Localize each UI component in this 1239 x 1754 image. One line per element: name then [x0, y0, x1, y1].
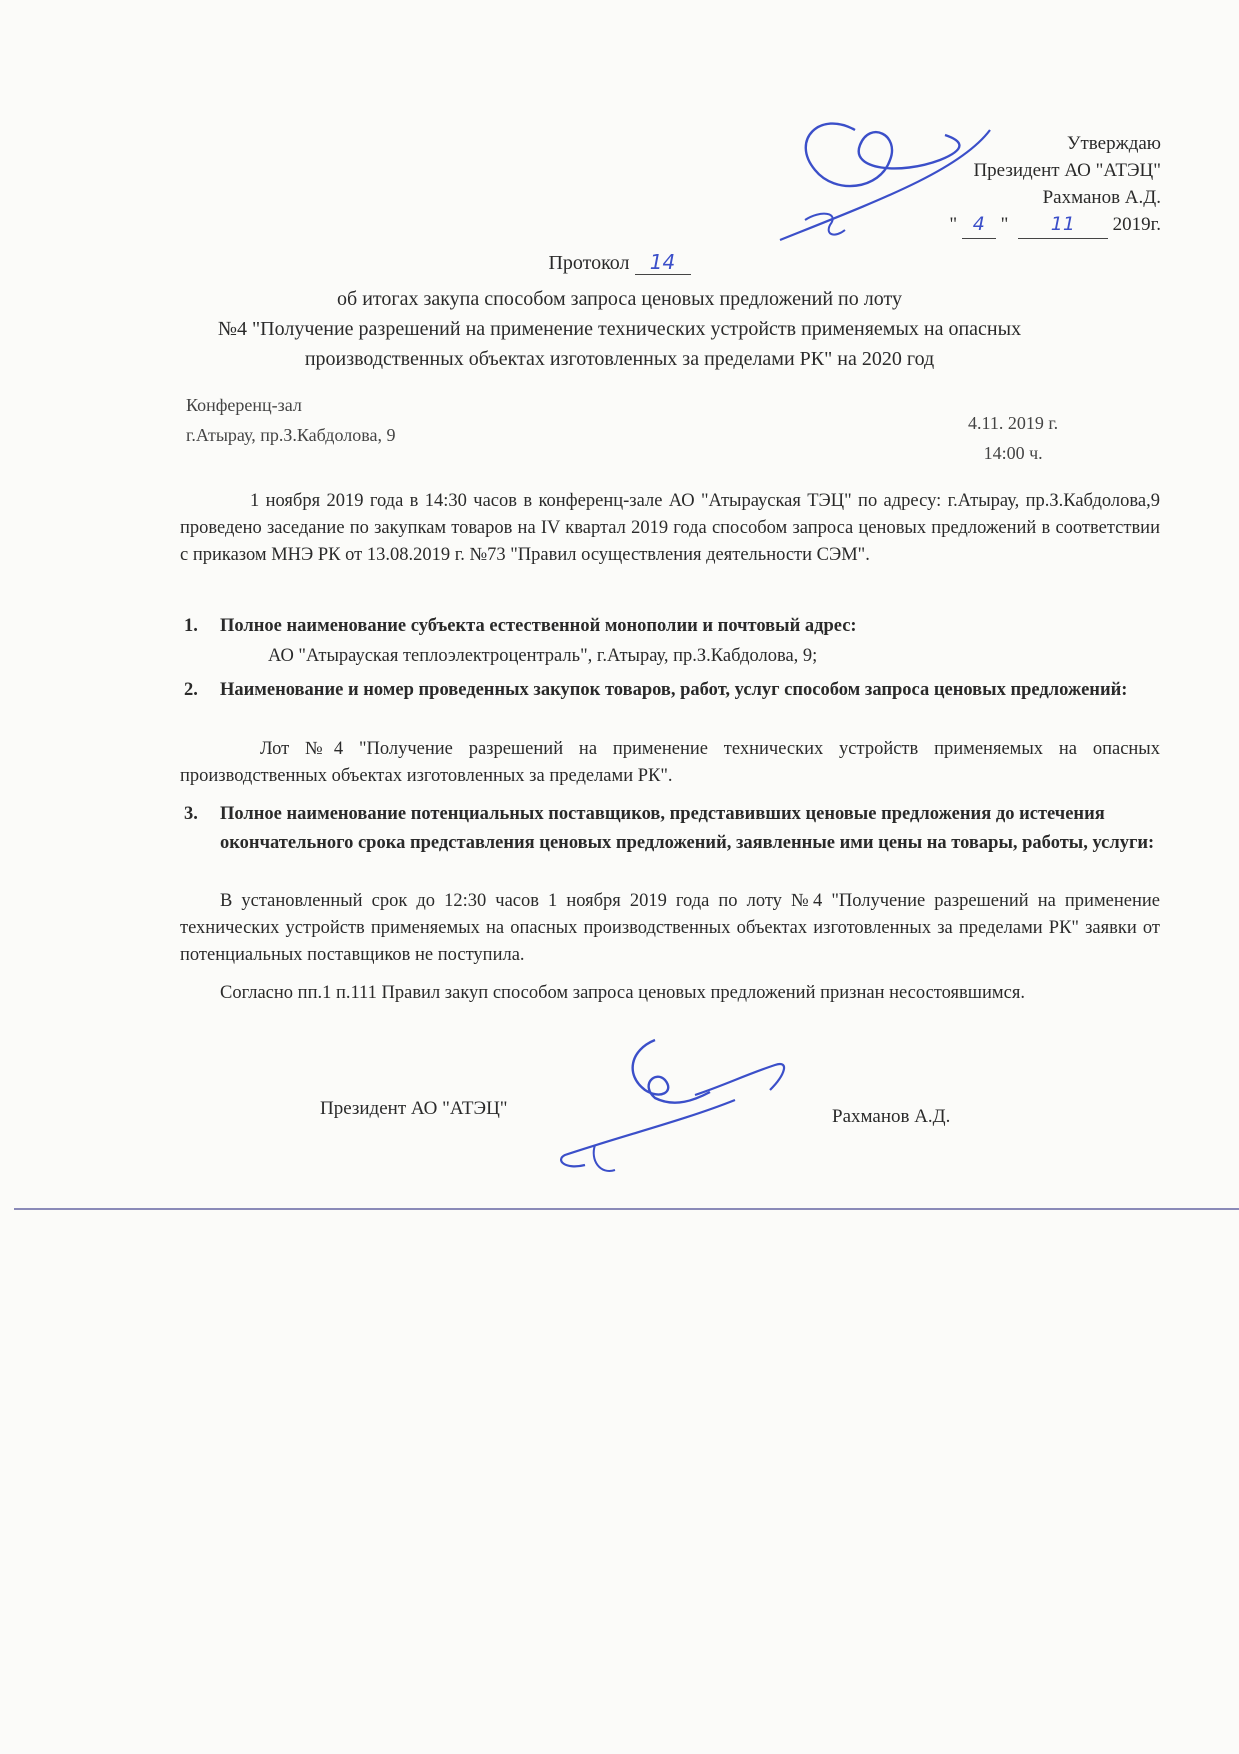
item-3-number: 3. — [184, 804, 198, 824]
protocol-number: 14 — [635, 250, 691, 275]
protocol-subtitle-2: №4 "Получение разрешений на применение технических устройств применяемых на опасных — [217, 318, 1022, 340]
item-3-heading: Полное наименование потенциальных поставщиков, представивших ценовые предложения до истечения окончательного срока представления ценовых предложений, заявленные ими цены на товары, работы, услуги: — [220, 804, 1155, 853]
protocol-subtitle-3: производственных объектах изготовленных за пределами РК" на 2020 год — [304, 348, 935, 370]
meeting-place — [186, 390, 395, 450]
meeting-time: 14:00 ч. — [983, 443, 1043, 463]
conclusion-paragraph: Согласно пп.1 п.111 Правил закуп способом запроса ценовых предложений признан несостоявшимся. — [220, 983, 1025, 1003]
approval-date: " 4 " 11 2019г. — [949, 211, 1161, 239]
item-2-text: Лот №4 "Получение разрешений на применение технических устройств применяемых на опасных производственных объектах изготовленных за пределами РК". — [180, 739, 1160, 786]
protocol-title — [0, 250, 1239, 275]
item-1-text: АО "Атырауская теплоэлектроцентраль", г.Атырау, пр.З.Кабдолова, 9; — [268, 646, 818, 666]
protocol-subtitle-1: об итогах закупа способом запроса ценовых предложений по лоту — [337, 288, 902, 310]
item-3-text: В установленный срок до 12:30 часов 1 ноября 2019 года по лоту №4 "Получение разрешений на применение технических устройств применяемых на опасных производственных объектах изготовленных за пределами РК" заявки от потенциальных поставщиков не поступила. — [180, 891, 1160, 965]
approval-name: Рахманов А.Д. — [1042, 187, 1161, 208]
item-1 — [184, 612, 1160, 641]
approval-signature-icon — [760, 100, 1060, 250]
page-divider — [14, 1208, 1239, 1210]
protocol-label: Протокол — [548, 252, 630, 274]
item-3 — [184, 800, 1160, 858]
approval-title: Утверждаю — [1067, 133, 1161, 154]
intro-paragraph: 1 ноября 2019 года в 14:30 часов в конференц-зале АО "Атырауская ТЭЦ" по адресу: г.Атырау, пр.З.Кабдолова,9 проведено заседание по закупкам товаров на IV квартал 2019 года способом запроса ценовых предложений в соответствии с приказом МНЭ РК от 13.08.2019 г. №73 "Правил осуществления деятельности СЭМ". — [180, 491, 1160, 565]
approval-date-day: 4 — [962, 211, 996, 239]
president-signature-icon — [535, 1030, 815, 1180]
item-1-number: 1. — [184, 616, 198, 636]
signature-name: Рахманов А.Д. — [832, 1106, 951, 1127]
meeting-place-line-1: Конференц-зал — [186, 395, 302, 415]
item-1-heading: Полное наименование субъекта естественной монополии и почтовый адрес: — [220, 616, 857, 636]
item-2-number: 2. — [184, 680, 198, 700]
item-2 — [184, 676, 1160, 705]
approval-position: Президент АО "АТЭЦ" — [973, 160, 1161, 181]
signature-position: Президент АО "АТЭЦ" — [320, 1098, 508, 1119]
meeting-date: 4.11. 2019 г. — [968, 413, 1059, 433]
meeting-datetime — [968, 408, 1058, 468]
meeting-place-line-2: г.Атырау, пр.З.Кабдолова, 9 — [186, 425, 396, 445]
approval-date-year: 2019г. — [1112, 214, 1161, 235]
approval-date-month: 11 — [1018, 211, 1108, 239]
item-2-heading: Наименование и номер проведенных закупок товаров, работ, услуг способом запроса ценовых предложений: — [220, 680, 1128, 700]
